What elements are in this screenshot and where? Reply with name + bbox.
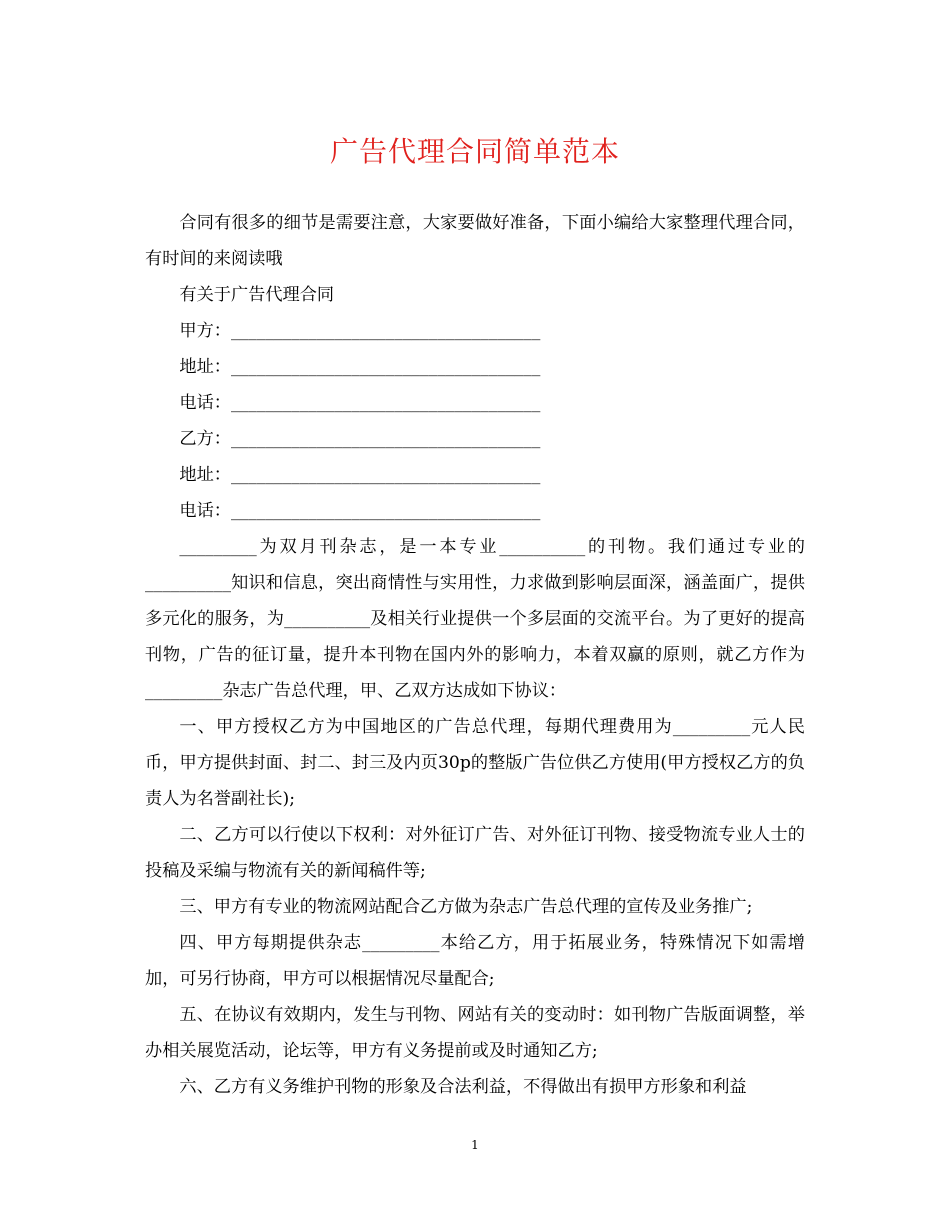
clause-4: 四、甲方每期提供杂志_________本给乙方，用于拓展业务，特殊情况下如需增加，可另行协商，甲方可以根据情况尽量配合; (145, 933, 805, 989)
party-a-address-field: 地址：____________________________________ (179, 357, 541, 377)
clause-5: 五、在协议有效期内，发生与刊物、网站有关的变动时：如刊物广告版面调整，举办相关展览活动，论坛等，甲方有义务提前或及时通知乙方; (145, 1005, 805, 1061)
preamble-paragraph: _________为双月刊杂志，是一本专业__________的刊物。我们通过专业的__________知识和信息，突出商情性与实用性，力求做到影响层面深，涵盖面广，提供多元化的服务，为__________及相关行业提供一个多层面的交流平台。为了更好的提高刊物，广告的征订量，提升本刊物在国内外的影响力，本着双赢的原则，就乙方作为_________杂志广告总代理，甲、乙双方达成如下协议： (145, 537, 805, 701)
clause-1: 一、甲方授权乙方为中国地区的广告总代理，每期代理费用为_________元人民币，甲方提供封面、封二、封三及内页30p的整版广告位供乙方使用(甲方授权乙方的负责人为名誉副社长); (145, 717, 805, 809)
party-a-name-field: 甲方：____________________________________ (179, 321, 541, 341)
party-a-phone-field: 电话：____________________________________ (179, 393, 541, 413)
clause-2: 二、乙方可以行使以下权利：对外征订广告、对外征订刊物、接受物流专业人士的投稿及采编与物流有关的新闻稿件等; (145, 825, 805, 881)
section-heading: 有关于广告代理合同 (179, 285, 335, 305)
party-b-name-field: 乙方：____________________________________ (179, 429, 541, 449)
clause-3: 三、甲方有专业的物流网站配合乙方做为杂志广告总代理的宣传及业务推广; (179, 897, 753, 917)
page-number: 1 (471, 1138, 479, 1152)
clause-6: 六、乙方有义务维护刊物的形象及合法利益，不得做出有损甲方形象和利益 (179, 1077, 747, 1097)
document-body (145, 205, 805, 1105)
party-b-address-field: 地址：____________________________________ (179, 465, 541, 485)
intro-paragraph: 合同有很多的细节是需要注意，大家要做好准备，下面小编给大家整理代理合同，有时间的来阅读哦 (145, 213, 805, 269)
party-b-phone-field: 电话：____________________________________ (179, 501, 541, 521)
document-title: 广告代理合同简单范本 (329, 135, 620, 168)
